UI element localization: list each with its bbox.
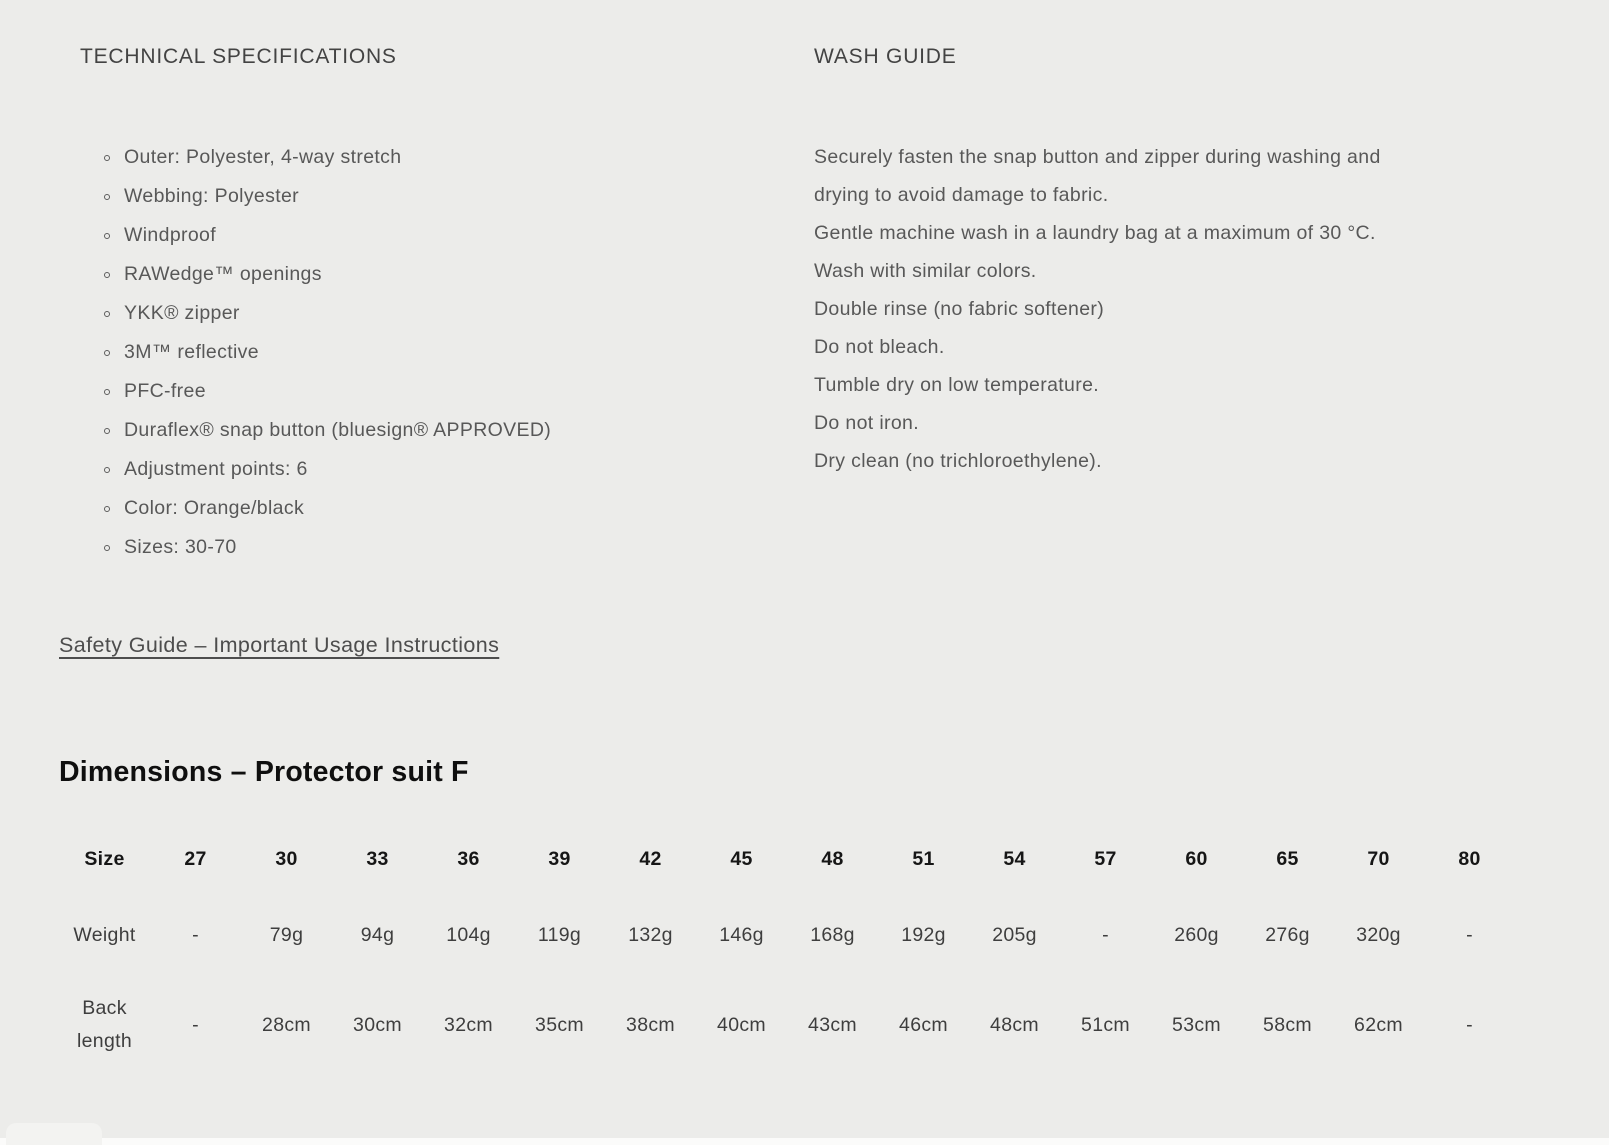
bullet-circle-icon xyxy=(104,194,110,200)
table-cell: - xyxy=(1466,923,1473,946)
table-header-cell: Size xyxy=(84,847,125,870)
table-cell: 46cm xyxy=(899,1013,948,1036)
table-cell: - xyxy=(192,1013,199,1036)
table-header-cell: 36 xyxy=(457,847,480,870)
wash-line: Double rinse (no fabric softener) xyxy=(814,298,1105,320)
spec-item xyxy=(104,138,640,177)
bottom-white-bar xyxy=(0,1138,1609,1145)
table-header-cell: 54 xyxy=(1003,847,1026,870)
spec-item-text: Windproof xyxy=(124,224,217,246)
table-cell: - xyxy=(1466,1013,1473,1036)
table-header-cell: 33 xyxy=(366,847,389,870)
bullet-circle-icon xyxy=(104,350,110,356)
row-label: Weight xyxy=(73,923,136,946)
spec-item-text: Color: Orange/black xyxy=(124,497,305,519)
wash-guide-title: WASH GUIDE xyxy=(814,45,957,68)
table-cell: 51cm xyxy=(1081,1013,1130,1036)
row-label: Back length xyxy=(77,997,132,1052)
spec-item xyxy=(104,528,640,567)
spec-item xyxy=(104,255,640,294)
table-cell: - xyxy=(1102,923,1109,946)
bottom-left-widget-shape xyxy=(6,1123,102,1145)
table-header-cell: 42 xyxy=(639,847,662,870)
table-cell: 119g xyxy=(537,923,582,946)
spec-item xyxy=(104,489,640,528)
spec-item xyxy=(104,177,640,216)
table-cell: 62cm xyxy=(1354,1013,1403,1036)
table-cell: 40cm xyxy=(717,1013,766,1036)
spec-item-text: RAWedge™ openings xyxy=(124,263,322,285)
dimensions-title: Dimensions – Protector suit F xyxy=(59,756,469,788)
spec-item-text: 3M™ reflective xyxy=(124,341,259,363)
bullet-circle-icon xyxy=(104,233,110,239)
table-header-cell: 57 xyxy=(1094,847,1117,870)
wash-line: Securely fasten the snap button and zipper during washing and xyxy=(814,146,1381,168)
bullet-circle-icon xyxy=(104,311,110,317)
bullet-circle-icon xyxy=(104,506,110,512)
table-header-cell: 65 xyxy=(1276,847,1299,870)
table-cell: 35cm xyxy=(535,1013,584,1036)
table-row-back-length xyxy=(59,973,1515,1077)
table-cell: 30cm xyxy=(353,1013,402,1036)
spec-item-text: Outer: Polyester, 4-way stretch xyxy=(124,146,402,168)
table-header-cell: 51 xyxy=(912,847,935,870)
table-cell: 53cm xyxy=(1172,1013,1221,1036)
wash-line: Dry clean (no trichloroethylene). xyxy=(814,450,1102,472)
table-cell: 168g xyxy=(810,923,855,946)
table-cell: 104g xyxy=(446,923,491,946)
table-cell: 276g xyxy=(1265,923,1310,946)
table-row-weight xyxy=(59,897,1515,973)
table-cell: 132g xyxy=(628,923,673,946)
spec-item-text: Duraflex® snap button (bluesign® APPROVED) xyxy=(124,419,552,441)
spec-item-text: PFC-free xyxy=(124,380,206,402)
table-cell: 28cm xyxy=(262,1013,311,1036)
spec-item-text: YKK® zipper xyxy=(124,302,240,324)
specs-list xyxy=(80,138,640,567)
wash-line: Tumble dry on low temperature. xyxy=(814,374,1100,396)
spec-item xyxy=(104,411,640,450)
table-header-cell: 70 xyxy=(1367,847,1390,870)
table-cell: 320g xyxy=(1356,923,1401,946)
table-cell: 94g xyxy=(360,923,395,946)
wash-line: drying to avoid damage to fabric. xyxy=(814,184,1109,206)
spec-item xyxy=(104,450,640,489)
spec-item xyxy=(104,216,640,255)
bullet-circle-icon xyxy=(104,272,110,278)
table-header-cell: 27 xyxy=(184,847,207,870)
technical-specifications-title: TECHNICAL SPECIFICATIONS xyxy=(80,45,397,68)
table-header-cell: 30 xyxy=(275,847,298,870)
table-cell: 48cm xyxy=(990,1013,1039,1036)
table-header-cell: 60 xyxy=(1185,847,1208,870)
table-cell: 43cm xyxy=(808,1013,857,1036)
safety-guide-link[interactable]: Safety Guide – Important Usage Instructions xyxy=(59,633,500,657)
bullet-circle-icon xyxy=(104,428,110,434)
spec-item xyxy=(104,333,640,372)
spec-item xyxy=(104,372,640,411)
spec-item xyxy=(104,294,640,333)
wash-guide-text xyxy=(814,138,1494,480)
table-cell: 58cm xyxy=(1263,1013,1312,1036)
table-header-row xyxy=(59,821,1515,897)
spec-item-text: Webbing: Polyester xyxy=(124,185,300,207)
table-cell: 205g xyxy=(992,923,1037,946)
table-cell: 32cm xyxy=(444,1013,493,1036)
wash-line: Do not iron. xyxy=(814,412,920,434)
dimensions-table xyxy=(59,821,1515,1077)
bullet-circle-icon xyxy=(104,389,110,395)
table-cell: 192g xyxy=(901,923,946,946)
spec-item-text: Adjustment points: 6 xyxy=(124,458,308,480)
table-cell: - xyxy=(192,923,199,946)
spec-item-text: Sizes: 30-70 xyxy=(124,536,237,558)
table-cell: 38cm xyxy=(626,1013,675,1036)
table-header-cell: 39 xyxy=(548,847,571,870)
table-header-cell: 48 xyxy=(821,847,844,870)
table-header-cell: 45 xyxy=(730,847,753,870)
bullet-circle-icon xyxy=(104,467,110,473)
wash-line: Wash with similar colors. xyxy=(814,260,1037,282)
wash-line: Gentle machine wash in a laundry bag at a maximum of 30 °C. xyxy=(814,222,1376,244)
table-cell: 146g xyxy=(719,923,764,946)
bullet-circle-icon xyxy=(104,155,110,161)
table-cell: 260g xyxy=(1174,923,1219,946)
wash-line: Do not bleach. xyxy=(814,336,945,358)
table-cell: 79g xyxy=(269,923,304,946)
bullet-circle-icon xyxy=(104,545,110,551)
table-header-cell: 80 xyxy=(1458,847,1481,870)
